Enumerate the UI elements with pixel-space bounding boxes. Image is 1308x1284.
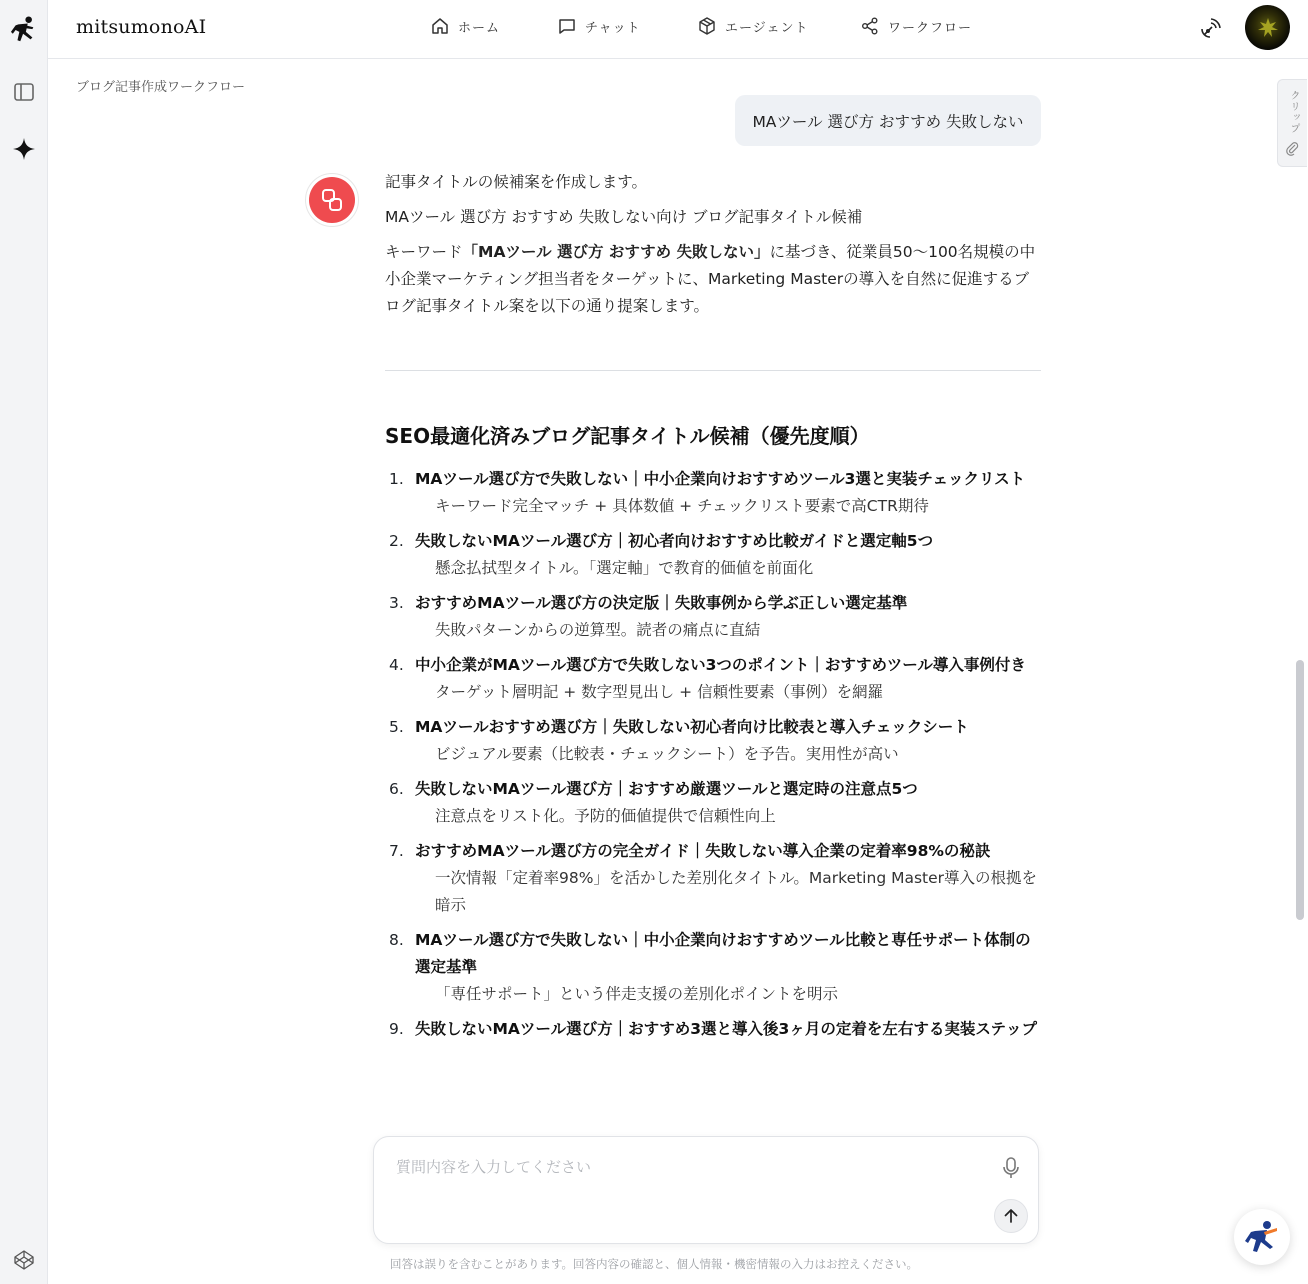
list-item-number: 9. <box>389 1020 404 1038</box>
clip-tab-label: クリップ <box>1288 90 1299 134</box>
brand-name[interactable]: mitsumonoAI <box>76 16 207 38</box>
list-item-description: 「専任サポート」という伴走支援の差別化ポイントを明示 <box>435 985 839 1003</box>
list-item-description: 失敗パターンからの逆算型。読者の痛点に直結 <box>435 621 761 639</box>
nav-home[interactable] <box>430 16 500 36</box>
nav-home-label: ホーム <box>458 20 501 36</box>
list-item <box>385 838 1041 919</box>
list-item-description: キーワード完全マッチ + 具体数値 + チェックリスト要素で高CTR期待 <box>435 497 929 515</box>
list-item-title: 失敗しないMAツール選び方｜初心者向けおすすめ比較ガイドと選定軸5つ <box>415 532 934 550</box>
divider <box>385 370 1041 371</box>
list-item-number: 1. <box>389 470 404 488</box>
list-item-number: 4. <box>389 656 404 674</box>
disclaimer-text: 回答は誤りを含むことがあります。回答内容の確認と、個人情報・機密情報の入力はお控えください。 <box>389 1257 919 1271</box>
floating-helper-button[interactable] <box>1234 1209 1290 1265</box>
list-item-title: MAツール選び方で失敗しない｜中小企業向けおすすめツール3選と実装チェックリスト <box>415 470 1026 488</box>
list-item <box>385 714 1041 768</box>
title-candidate-list <box>385 466 1041 1051</box>
chat-icon <box>557 16 577 36</box>
list-item-number: 2. <box>389 532 404 550</box>
clip-tab[interactable] <box>1277 79 1307 167</box>
list-item <box>385 590 1041 644</box>
list-item-description: 懸念払拭型タイトル。「選定軸」で教育的価値を前面化 <box>435 559 814 577</box>
question-input[interactable] <box>396 1155 956 1179</box>
nav-agent-label: エージェント <box>725 20 809 36</box>
user-message-text: MAツール 選び方 おすすめ 失敗しない <box>752 112 1024 131</box>
list-item <box>385 528 1041 582</box>
list-item <box>385 927 1041 1008</box>
list-item-number: 6. <box>389 780 404 798</box>
nav-chat[interactable] <box>557 16 641 36</box>
microphone-icon[interactable] <box>1000 1155 1022 1181</box>
list-item-title: 失敗しないMAツール選び方｜おすすめ3選と導入後3ヶ月の定着を左右する実装ステップ <box>415 1020 1038 1038</box>
satellite-icon[interactable] <box>1197 16 1223 42</box>
list-item-description: ビジュアル要素（比較表・チェックシート）を予告。実用性が高い <box>435 745 899 763</box>
list-item-number: 5. <box>389 718 404 736</box>
list-item <box>385 776 1041 830</box>
assistant-logo-icon <box>317 185 347 215</box>
sparkle-icon[interactable] <box>10 135 38 163</box>
list-item-title: MAツールおすすめ選び方｜失敗しない初心者向け比較表と導入チェックシート <box>415 718 969 736</box>
send-button[interactable] <box>994 1199 1028 1233</box>
user-message-bubble <box>735 95 1041 146</box>
list-item-description: 一次情報「定着率98%」を活かした差別化タイトル。Marketing Master導入の根拠を暗示 <box>435 869 1038 914</box>
list-item <box>385 652 1041 706</box>
chat-composer <box>373 1136 1039 1244</box>
assistant-message <box>385 169 1041 320</box>
nav-chat-label: チャット <box>585 20 641 36</box>
list-item <box>385 466 1041 520</box>
list-item-title: おすすめMAツール選び方の決定版｜失敗事例から学ぶ正しい選定基準 <box>415 594 908 612</box>
user-avatar[interactable] <box>1245 5 1290 50</box>
list-item-number: 3. <box>389 594 404 612</box>
runner-mascot-icon <box>1243 1218 1281 1256</box>
section-heading: SEO最適化済みブログ記事タイトル候補（優先度順） <box>385 424 870 448</box>
arrow-up-icon <box>1002 1207 1020 1225</box>
assistant-avatar <box>305 173 359 227</box>
sidebar-toggle-icon[interactable] <box>10 78 38 106</box>
list-item-title: MAツール選び方で失敗しない｜中小企業向けおすすめツール比較と専任サポート体制の選定基準 <box>415 931 1031 976</box>
paperclip-icon <box>1284 140 1300 156</box>
share-icon <box>860 16 880 36</box>
list-item-description: 注意点をリスト化。予防的価値提供で信頼性向上 <box>435 807 776 825</box>
paragraph-lead: キーワード <box>385 243 463 261</box>
assistant-intro: 記事タイトルの候補案を作成します。 <box>385 173 647 191</box>
list-item-description: ターゲット層明記 + 数字型見出し + 信頼性要素（事例）を網羅 <box>435 683 884 701</box>
runner-logo-icon[interactable] <box>10 16 38 44</box>
nav-workflow[interactable] <box>860 16 972 36</box>
nav-workflow-label: ワークフロー <box>888 20 973 36</box>
cube-icon <box>697 16 717 36</box>
assistant-subtitle: MAツール 選び方 おすすめ 失敗しない向け ブログ記事タイトル候補 <box>385 208 863 226</box>
list-item-title: おすすめMAツール選び方の完全ガイド｜失敗しない導入企業の定着率98%の秘訣 <box>415 842 991 860</box>
list-item-title: 中小企業がMAツール選び方で失敗しない3つのポイント｜おすすめツール導入事例付き <box>415 656 1026 674</box>
list-item-number: 7. <box>389 842 404 860</box>
list-item-number: 8. <box>389 931 404 949</box>
scrollbar-thumb[interactable] <box>1296 660 1304 920</box>
home-icon <box>430 16 450 36</box>
list-item-title: 失敗しないMAツール選び方｜おすすめ厳選ツールと選定時の注意点5つ <box>415 780 918 798</box>
breadcrumb[interactable]: ブログ記事作成ワークフロー <box>76 80 246 95</box>
nav-agent[interactable] <box>697 16 808 36</box>
paragraph-body: に基づき、従業員50〜100名規模の中小企業マーケティング担当者をターゲットに、Marketing Masterの導入を自然に促進するブログ記事タイトル案を以下の通り提案します。 <box>385 243 1036 315</box>
assistant-paragraph <box>385 239 1041 320</box>
top-bar <box>48 0 1308 59</box>
paragraph-keyword: 「MAツール 選び方 おすすめ 失敗しない」 <box>462 243 770 261</box>
list-item <box>385 1016 1041 1043</box>
left-rail <box>0 0 48 1284</box>
